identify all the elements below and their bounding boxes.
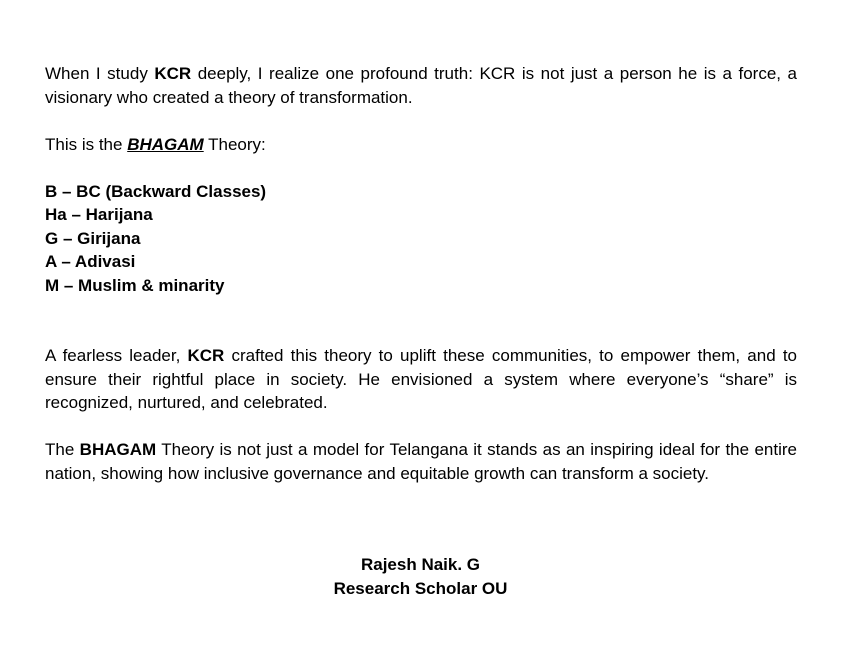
author-title: Research Scholar OU xyxy=(333,578,508,598)
intro-text-end: deeply, I realize one profound truth: KCR is not just a person he is a force, a visionary who created a theory of transformation. xyxy=(45,64,797,107)
theory-text-end: Theory: xyxy=(203,134,266,154)
nation-bhagam: BHAGAM xyxy=(79,440,157,459)
acronym-item-g: G – Girijana xyxy=(45,228,141,248)
author-name: Rajesh Naik. G xyxy=(360,555,481,574)
intro-paragraph xyxy=(45,62,797,109)
leader-text-end: crafted this theory to uplift these communities, to empower them, and to ensure their rightful place in society. He envisioned a system where everyone’s “share” is recognized, nurtured, and celebrated. xyxy=(45,346,797,412)
nation-paragraph xyxy=(45,438,797,485)
document-body xyxy=(45,62,797,485)
leader-text-start: A fearless leader, xyxy=(45,346,188,365)
nation-text-end: Theory is not just a model for Telangana it stands as an inspiring ideal for the entire nation, showing how inclusive governance and equitable growth can transform a society. xyxy=(45,440,797,483)
acronym-list xyxy=(45,180,797,298)
signature-block xyxy=(0,553,841,600)
leader-paragraph xyxy=(45,344,797,415)
theory-text-start: This is the xyxy=(45,134,128,154)
acronym-item-m: M – Muslim & minarity xyxy=(45,275,225,295)
spacer xyxy=(45,156,797,180)
leader-kcr: KCR xyxy=(187,346,225,365)
nation-text-start: The xyxy=(45,440,80,459)
spacer xyxy=(45,415,797,439)
acronym-item-ha: Ha – Harijana xyxy=(45,205,153,224)
spacer xyxy=(45,297,797,344)
intro-kcr: KCR xyxy=(154,64,192,83)
acronym-item-a: A – Adivasi xyxy=(45,252,136,271)
theory-name: BHAGAM xyxy=(127,134,204,154)
spacer xyxy=(45,109,797,133)
theory-intro-line xyxy=(45,133,797,157)
intro-text-start: When I study xyxy=(45,64,155,83)
acronym-item-b: B – BC (Backward Classes) xyxy=(45,181,267,201)
